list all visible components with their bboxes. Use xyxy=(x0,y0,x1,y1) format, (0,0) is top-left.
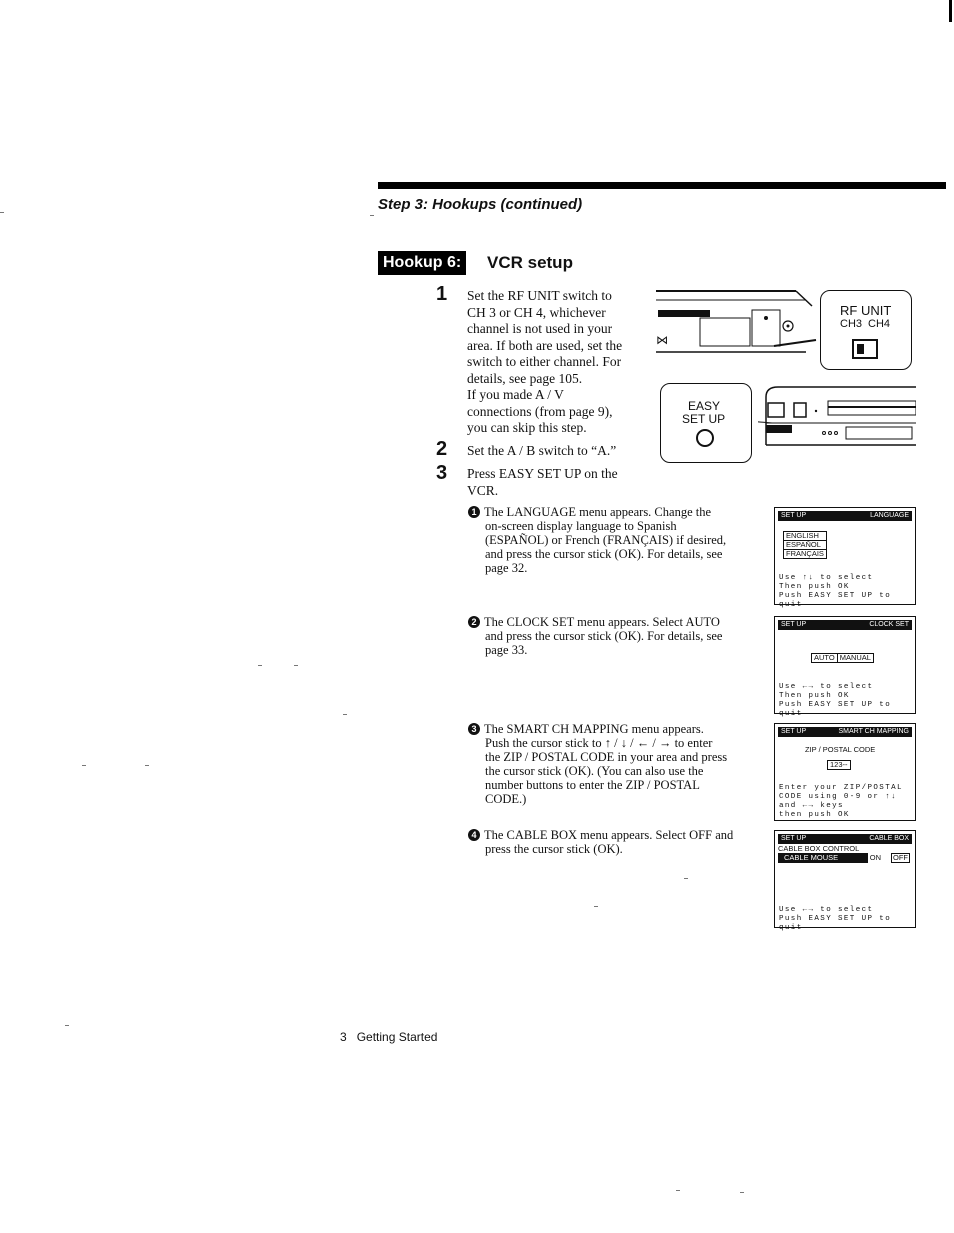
section-title: VCR setup xyxy=(487,253,573,272)
header-right: CABLE BOX xyxy=(869,835,909,842)
help-line: Push EASY SET UP to quit xyxy=(779,915,892,932)
easy-setup-illustration xyxy=(660,383,916,463)
text-line: If you made A / V xyxy=(467,387,564,402)
text-line: Push the cursor stick to ↑ / ↓ / ← / → to enter xyxy=(485,736,713,750)
cable-box-screen xyxy=(774,830,916,932)
scan-speck xyxy=(684,878,688,879)
cable-box-control-label: CABLE BOX CONTROL xyxy=(778,844,860,853)
rf-switch-icon xyxy=(852,339,878,359)
text-line: number buttons to enter the ZIP / POSTAL xyxy=(485,778,700,792)
screen-header xyxy=(778,727,912,737)
step-number: 2 xyxy=(436,438,448,460)
help-line: Use ←→ to select xyxy=(779,906,874,914)
zip-input[interactable]: 123-- xyxy=(827,760,851,770)
text-line: on-screen display language to Spanish xyxy=(485,519,677,533)
rf-unit-label: RF UNIT xyxy=(840,303,892,318)
step-number: 1 xyxy=(436,283,448,305)
text-line: The CABLE BOX menu appears. Select OFF and xyxy=(484,828,734,842)
step-3-text xyxy=(467,466,657,499)
bullet-marker: 3 xyxy=(468,723,480,735)
text-line: (ESPAÑOL) or French (FRANÇAIS) if desired, xyxy=(485,533,727,547)
text-line: The SMART CH MAPPING menu appears. xyxy=(484,722,704,736)
setup-label: SET UP xyxy=(682,412,726,426)
language-menu-screen xyxy=(774,507,916,609)
text-line: area. If both are used, set the xyxy=(467,337,623,353)
text-line: channel is not used in your xyxy=(467,321,613,336)
text-line: the cursor stick (OK). (You can also use the xyxy=(485,764,704,778)
help-line: and ←→ keys xyxy=(779,802,844,810)
text-line: CODE.) xyxy=(485,792,527,806)
language-options xyxy=(783,531,827,559)
zip-field-wrap xyxy=(827,754,915,772)
text-line: press the cursor stick (OK). xyxy=(485,842,623,856)
text-line: you can skip this step. xyxy=(467,420,587,435)
scan-speck xyxy=(65,1025,69,1026)
text-line: Press EASY SET UP on the xyxy=(467,466,618,481)
screen-header xyxy=(778,511,912,521)
option-manual[interactable]: MANUAL xyxy=(838,653,874,663)
help-line: Then push OK xyxy=(779,692,850,700)
scan-speck xyxy=(343,714,347,715)
clock-options xyxy=(811,647,915,665)
text-line: page 33. xyxy=(485,643,528,657)
help-line: Push EASY SET UP to quit xyxy=(779,592,892,609)
header-left: SET UP xyxy=(781,728,807,735)
header-left: SET UP xyxy=(781,512,807,519)
substep-mapping xyxy=(468,722,758,806)
scan-speck xyxy=(740,1192,744,1193)
zip-label: ZIP / POSTAL CODE xyxy=(805,745,876,754)
option-english[interactable]: ENGLISH xyxy=(783,531,827,541)
scan-speck xyxy=(294,665,298,666)
header-left: SET UP xyxy=(781,835,807,842)
scan-speck xyxy=(258,665,262,666)
page-number: 3 xyxy=(340,1030,347,1044)
rf-unit-illustration xyxy=(656,288,916,370)
scan-speck xyxy=(82,765,86,766)
screen-header xyxy=(778,834,912,844)
text-line: connections (from page 9), xyxy=(467,403,613,419)
footer-section: Getting Started xyxy=(356,1030,438,1044)
option-on[interactable]: ON xyxy=(869,853,881,862)
easy-label: EASY xyxy=(688,399,721,413)
bullet-marker: 2 xyxy=(468,616,480,628)
cable-help xyxy=(779,906,915,933)
option-auto[interactable]: AUTO xyxy=(811,653,838,663)
ch4-label: CH4 xyxy=(868,318,891,330)
step-1-text xyxy=(467,288,657,437)
mapping-help xyxy=(779,784,903,820)
substep-clock xyxy=(468,615,758,657)
clock-set-screen xyxy=(774,616,916,718)
scan-speck xyxy=(145,765,149,766)
header-right: CLOCK SET xyxy=(869,621,909,628)
top-rule xyxy=(378,182,946,189)
cable-mouse-row xyxy=(778,853,912,863)
text-line: details, see page 105. xyxy=(467,370,583,386)
text-line: page 32. xyxy=(485,561,528,575)
language-help xyxy=(779,574,915,610)
page-footer xyxy=(340,1030,437,1044)
hookup-badge: Hookup 6: xyxy=(378,251,466,275)
option-francais[interactable]: FRANÇAIS xyxy=(783,550,827,559)
scan-speck xyxy=(676,1190,680,1191)
text-line: the ZIP / POSTAL CODE in your area and press xyxy=(485,750,728,764)
clock-help xyxy=(779,683,915,719)
scan-speck xyxy=(0,212,4,213)
step-number: 3 xyxy=(436,462,448,484)
header-right: LANGUAGE xyxy=(870,512,909,519)
text-line: The LANGUAGE menu appears. Change the xyxy=(484,505,712,519)
help-line: Push EASY SET UP to quit xyxy=(779,701,892,718)
bullet-marker: 1 xyxy=(468,506,480,518)
step-2-text xyxy=(467,443,657,460)
vcr-front-drawing xyxy=(758,383,916,455)
text-line: VCR. xyxy=(467,482,499,498)
text-line: Set the A / B switch to “A.” xyxy=(467,443,617,458)
text-line: CH 3 or CH 4, whichever xyxy=(467,304,606,320)
switch-knob xyxy=(857,344,864,354)
text-line: and press the cursor stick (OK). For details, see xyxy=(485,629,723,643)
help-line: then push OK xyxy=(779,811,850,819)
scan-speck xyxy=(370,215,374,216)
substep-language xyxy=(468,505,758,575)
help-line: Use ←→ to select xyxy=(779,683,874,691)
screen-header xyxy=(778,620,912,630)
cable-options xyxy=(868,853,912,863)
help-line: CODE using 0-9 or ↑↓ xyxy=(779,793,898,801)
text-line: Set the RF UNIT switch to xyxy=(467,288,612,303)
bullet-marker: 4 xyxy=(468,829,480,841)
header-left: SET UP xyxy=(781,621,807,628)
page-edge-mark xyxy=(949,0,952,22)
cable-mouse-label: CABLE MOUSE xyxy=(784,853,839,862)
text-line: and press the cursor stick (OK). For details, see xyxy=(485,547,723,561)
option-espanol[interactable]: ESPAÑOL xyxy=(783,541,827,550)
easy-setup-button-icon xyxy=(696,429,714,447)
help-line: Use ↑↓ to select xyxy=(779,574,874,582)
option-off[interactable]: OFF xyxy=(893,853,908,862)
step-title: Step 3: Hookups (continued) xyxy=(378,196,583,213)
scan-speck xyxy=(594,906,598,907)
substep-cable xyxy=(468,828,758,856)
svg-text:⋈: ⋈ xyxy=(656,333,668,347)
help-line: Enter your ZIP/POSTAL xyxy=(779,784,903,792)
text-line: The CLOCK SET menu appears. Select AUTO xyxy=(484,615,720,629)
help-line: Then push OK xyxy=(779,583,850,591)
header-right: SMART CH MAPPING xyxy=(838,728,909,735)
smart-ch-mapping-screen xyxy=(774,723,916,821)
ch3-label: CH3 xyxy=(840,318,863,330)
text-line: switch to either channel. For xyxy=(467,354,622,369)
